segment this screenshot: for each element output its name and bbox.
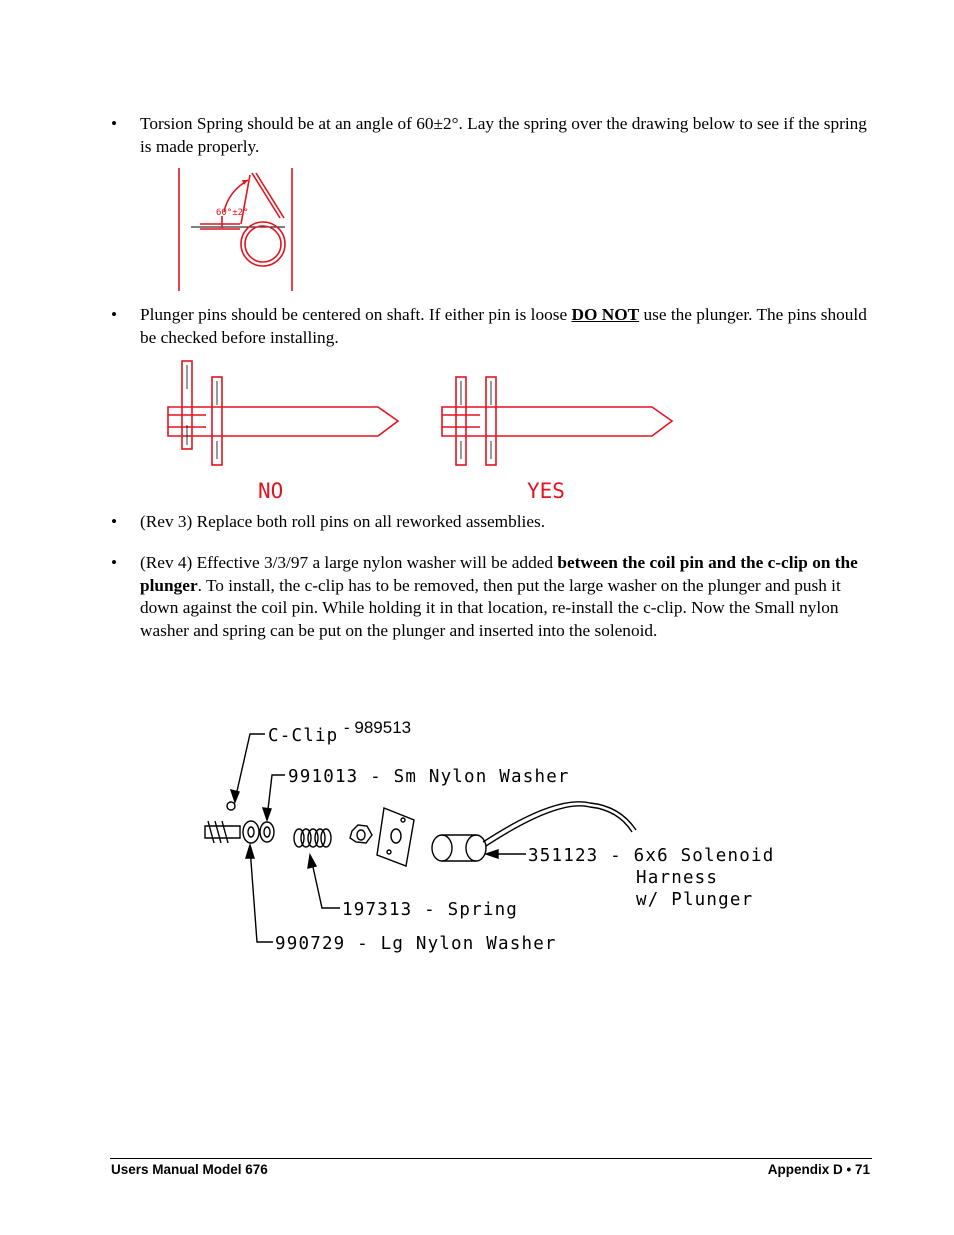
- bullet-text: (Rev 3) Replace both roll pins on all reworked assemblies.: [140, 512, 546, 531]
- bullet-text-a: Plunger pins should be centered on shaft. If either pin is loose: [140, 305, 572, 324]
- lg-washer-label: 990729 - Lg Nylon Washer: [275, 934, 557, 954]
- bullet-text-a: (Rev 4) Effective 3/3/97 a large nylon washer will be added: [140, 553, 558, 572]
- bullet-glyph: •: [111, 305, 118, 324]
- yes-label: YES: [527, 479, 565, 503]
- angle-label: 60°±2°: [216, 208, 249, 218]
- footer-rule: [110, 1158, 872, 1159]
- bold-emphasis: between the coil pin and the c-clip on the plunger: [140, 553, 858, 595]
- no-label: NO: [258, 479, 284, 503]
- bullet-glyph: •: [111, 512, 118, 531]
- do-not-emphasis: DO NOT: [571, 305, 640, 324]
- footer-right: Appendix D • 71: [767, 1162, 870, 1177]
- solenoid-label-line2: Harness: [636, 868, 719, 888]
- sm-washer-label: 991013 - Sm Nylon Washer: [288, 767, 570, 787]
- cclip-label: C-Clip: [268, 726, 339, 746]
- bullet-text: Torsion Spring should be at an angle of 60±2°. Lay the spring over the drawing below to see if the spring is made properly.: [140, 114, 867, 156]
- spring-label: 197313 - Spring: [342, 900, 519, 920]
- solenoid-label-line1: 351123 - 6x6 Solenoid: [528, 846, 775, 866]
- bullet-text-c: use the plunger. The pins should be checked before installing.: [140, 305, 867, 347]
- bullet-glyph: •: [111, 114, 118, 133]
- bullet-glyph: •: [111, 553, 118, 572]
- solenoid-label-line3: w/ Plunger: [636, 890, 754, 910]
- bullet-text-c: . To install, the c-clip has to be removed, then put the large washer on the plunger and push it down against the coil pin. While holding it in that location, re-install the c-clip. Now the Small nylon washer and spring can be put on the plunger and inserted into the solenoid.: [140, 575, 841, 640]
- footer-left: Users Manual Model 676: [111, 1162, 268, 1177]
- cclip-number: - 989513: [344, 718, 412, 737]
